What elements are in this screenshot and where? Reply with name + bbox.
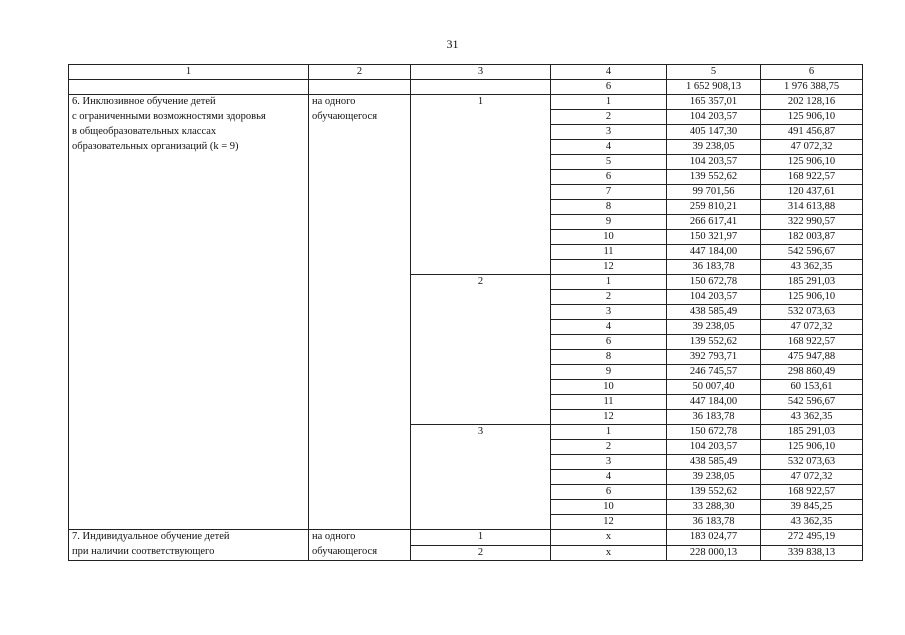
section-description (69, 530, 309, 561)
col4-cell: 3 (551, 125, 667, 140)
table-row (69, 80, 863, 95)
col6-cell: 47 072,32 (761, 140, 863, 155)
col6-cell: 532 073,63 (761, 305, 863, 320)
col4-cell: 3 (551, 305, 667, 320)
col5-cell: 438 585,49 (667, 455, 761, 470)
col6-cell: 339 838,13 (761, 545, 863, 561)
unit-line: обучающегося (312, 111, 378, 122)
col4-cell: 12 (551, 260, 667, 275)
col4-cell: 11 (551, 395, 667, 410)
col4-cell: 5 (551, 155, 667, 170)
col4-cell: 6 (551, 485, 667, 500)
col6-cell: 125 906,10 (761, 290, 863, 305)
col4-cell: 4 (551, 320, 667, 335)
col4-cell: 2 (551, 440, 667, 455)
col6-cell: 491 456,87 (761, 125, 863, 140)
col4-cell: 6 (551, 335, 667, 350)
col4-cell: 7 (551, 185, 667, 200)
col5-cell: 259 810,21 (667, 200, 761, 215)
col4-cell: 12 (551, 515, 667, 530)
page-number: 31 (446, 37, 459, 51)
col6-cell: 298 860,49 (761, 365, 863, 380)
section-unit (309, 530, 411, 561)
unit-line: обучающегося (312, 546, 378, 557)
unit-line: на одного (312, 96, 356, 107)
col5-cell: 228 000,13 (667, 545, 761, 561)
col5-cell: 36 183,78 (667, 260, 761, 275)
col6-cell: 125 906,10 (761, 155, 863, 170)
header-cell: 1 (69, 65, 309, 80)
col5-cell: 99 701,56 (667, 185, 761, 200)
description-line: при наличии соответствующего (72, 546, 215, 557)
col5-cell: 165 357,01 (667, 95, 761, 110)
col5-cell: 392 793,71 (667, 350, 761, 365)
col6-cell: 542 596,67 (761, 395, 863, 410)
col6-cell: 542 596,67 (761, 245, 863, 260)
col6-cell: 125 906,10 (761, 440, 863, 455)
col5-cell: 104 203,57 (667, 110, 761, 125)
col6-cell: 532 073,63 (761, 455, 863, 470)
col5-cell: 50 007,40 (667, 380, 761, 395)
col5-cell: 104 203,57 (667, 155, 761, 170)
section-unit (309, 95, 411, 530)
description-line: образовательных организаций (k = 9) (72, 141, 239, 152)
unit-line: на одного (312, 531, 356, 542)
col5-cell: 150 321,97 (667, 230, 761, 245)
col4-cell: 8 (551, 200, 667, 215)
col4-cell: 10 (551, 380, 667, 395)
col4-cell: 9 (551, 215, 667, 230)
col4-cell: 1 (551, 95, 667, 110)
col5-cell: 139 552,62 (667, 170, 761, 185)
col4-cell: 11 (551, 245, 667, 260)
col4-cell: 12 (551, 410, 667, 425)
col6-cell: 322 990,57 (761, 215, 863, 230)
col3-group-cell: 2 (411, 545, 551, 561)
col5-cell: 150 672,78 (667, 425, 761, 440)
col6-cell: 185 291,03 (761, 275, 863, 290)
col5-cell: 139 552,62 (667, 485, 761, 500)
col5-cell: 438 585,49 (667, 305, 761, 320)
col5-cell: 266 617,41 (667, 215, 761, 230)
col4-cell: x (551, 545, 667, 561)
header-cell: 3 (411, 65, 551, 80)
col6-cell: 272 495,19 (761, 530, 863, 546)
col5-cell: 104 203,57 (667, 290, 761, 305)
col5-cell: 33 288,30 (667, 500, 761, 515)
col6-cell: 43 362,35 (761, 410, 863, 425)
col6-cell: 43 362,35 (761, 515, 863, 530)
col4-cell: 10 (551, 500, 667, 515)
col4-cell: 6 (551, 170, 667, 185)
col5-cell: 183 024,77 (667, 530, 761, 546)
col6-cell: 47 072,32 (761, 470, 863, 485)
col4-cell: 1 (551, 425, 667, 440)
empty-cell (411, 80, 551, 95)
col5-cell: 36 183,78 (667, 410, 761, 425)
col6-cell: 168 922,57 (761, 485, 863, 500)
col5-cell: 139 552,62 (667, 335, 761, 350)
col5-cell: 447 184,00 (667, 395, 761, 410)
col6-cell: 202 128,16 (761, 95, 863, 110)
col5-cell: 39 238,05 (667, 470, 761, 485)
col3-group-cell: 2 (411, 275, 551, 425)
col5-cell: 39 238,05 (667, 140, 761, 155)
description-line: с ограниченными возможностями здоровья (72, 111, 266, 122)
col4-cell: 6 (551, 80, 667, 95)
header-row (69, 65, 863, 80)
col6-cell: 1 976 388,75 (761, 80, 863, 95)
col3-group-cell: 3 (411, 425, 551, 530)
empty-cell (309, 80, 411, 95)
col4-cell: 2 (551, 110, 667, 125)
col4-cell: 3 (551, 455, 667, 470)
description-line: в общеобразовательных классах (72, 126, 217, 137)
col5-cell: 104 203,57 (667, 440, 761, 455)
description-line: 6. Инклюзивное обучение детей (72, 96, 216, 107)
col6-cell: 168 922,57 (761, 335, 863, 350)
col3-group-cell: 1 (411, 95, 551, 275)
col6-cell: 185 291,03 (761, 425, 863, 440)
col6-cell: 314 613,88 (761, 200, 863, 215)
col6-cell: 47 072,32 (761, 320, 863, 335)
col4-cell: 1 (551, 275, 667, 290)
col4-cell: 2 (551, 290, 667, 305)
col4-cell: 4 (551, 470, 667, 485)
col6-cell: 60 153,61 (761, 380, 863, 395)
col5-cell: 246 745,57 (667, 365, 761, 380)
norms-table (68, 64, 863, 561)
table-row (69, 95, 863, 110)
col5-cell: 447 184,00 (667, 245, 761, 260)
col5-cell: 39 238,05 (667, 320, 761, 335)
col6-cell: 39 845,25 (761, 500, 863, 515)
col5-cell: 1 652 908,13 (667, 80, 761, 95)
col6-cell: 125 906,10 (761, 110, 863, 125)
section-description (69, 95, 309, 530)
col4-cell: 8 (551, 350, 667, 365)
col3-group-cell: 1 (411, 530, 551, 546)
col6-cell: 120 437,61 (761, 185, 863, 200)
col4-cell: 10 (551, 230, 667, 245)
col5-cell: 405 147,30 (667, 125, 761, 140)
header-cell: 4 (551, 65, 667, 80)
table-row (69, 530, 863, 546)
header-cell: 6 (761, 65, 863, 80)
col5-cell: 150 672,78 (667, 275, 761, 290)
col6-cell: 475 947,88 (761, 350, 863, 365)
header-cell: 5 (667, 65, 761, 80)
col6-cell: 168 922,57 (761, 170, 863, 185)
col5-cell: 36 183,78 (667, 515, 761, 530)
col6-cell: 182 003,87 (761, 230, 863, 245)
col6-cell: 43 362,35 (761, 260, 863, 275)
col4-cell: x (551, 530, 667, 546)
empty-cell (69, 80, 309, 95)
col4-cell: 4 (551, 140, 667, 155)
header-cell: 2 (309, 65, 411, 80)
description-line: 7. Индивидуальное обучение детей (72, 531, 230, 542)
col4-cell: 9 (551, 365, 667, 380)
